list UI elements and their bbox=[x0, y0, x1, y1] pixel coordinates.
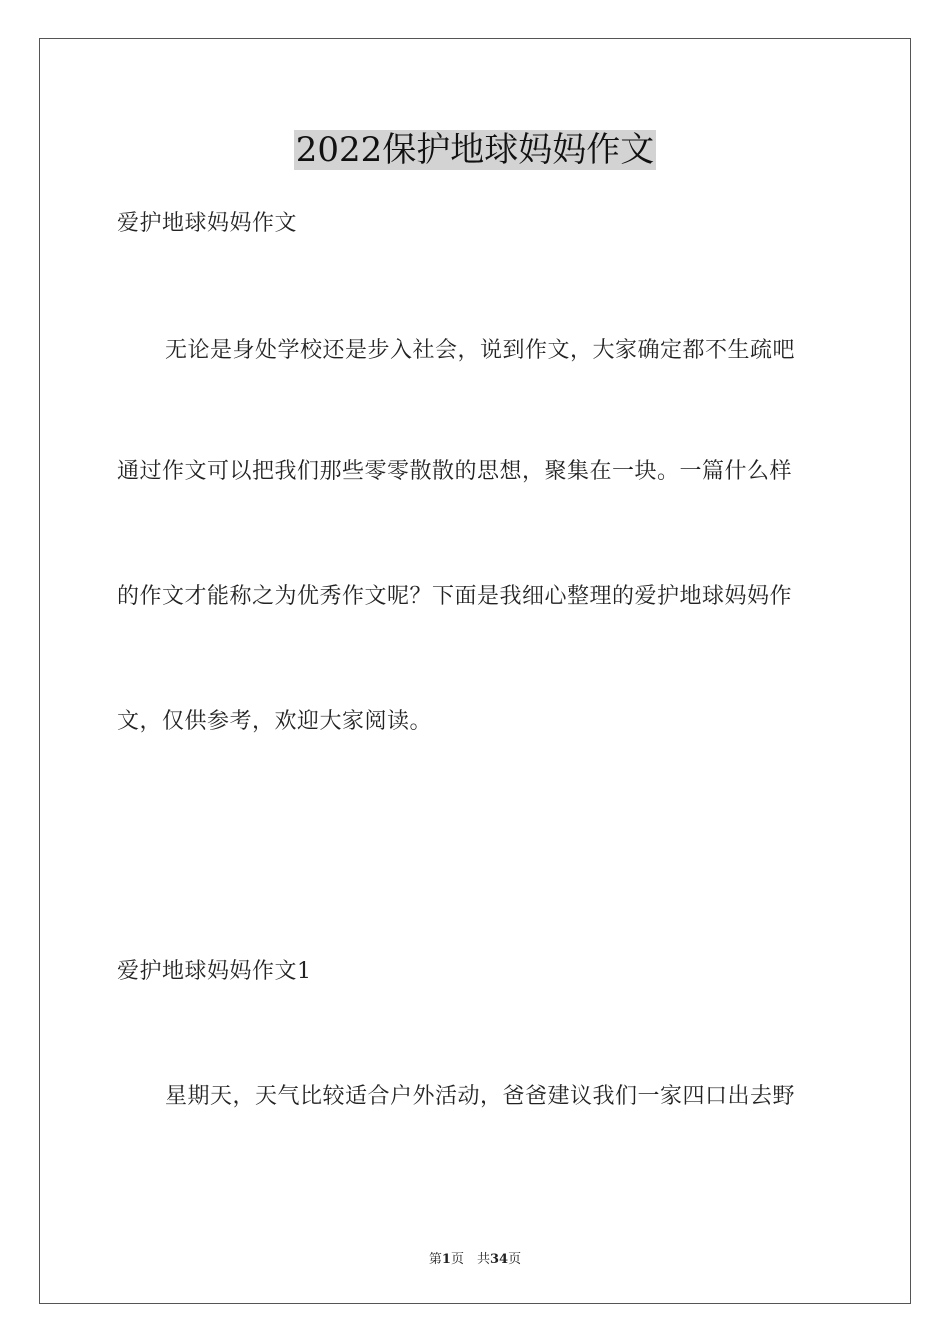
paragraph-line: 无论是身处学校还是步入社会，说到作文，大家确定都不生疏吧 bbox=[165, 338, 796, 363]
footer-total-pages: 34 bbox=[489, 1252, 509, 1267]
footer-prefix: 第 bbox=[428, 1252, 442, 1267]
section-heading: 爱护地球妈妈作文1 bbox=[117, 959, 312, 984]
footer-suffix: 页 bbox=[508, 1252, 522, 1267]
paragraph-line: 文，仅供参考，欢迎大家阅读。 bbox=[117, 709, 433, 734]
document-title: 2022保护地球妈妈作文 bbox=[295, 130, 655, 170]
footer-mid: 页 共 bbox=[450, 1252, 490, 1267]
document-subtitle: 爱护地球妈妈作文 bbox=[117, 211, 298, 236]
paragraph-line: 星期天，天气比较适合户外活动，爸爸建议我们一家四口出去野 bbox=[165, 1084, 796, 1109]
page-footer bbox=[0, 1248, 950, 1267]
paragraph-line: 通过作文可以把我们那些零零散散的思想，聚集在一块。一篇什么样 bbox=[117, 459, 793, 484]
paragraph-line: 的作文才能称之为优秀作文呢？下面是我细心整理的爱护地球妈妈作 bbox=[117, 584, 793, 609]
footer-current-page: 1 bbox=[441, 1252, 451, 1267]
document-title-wrap bbox=[0, 128, 950, 172]
